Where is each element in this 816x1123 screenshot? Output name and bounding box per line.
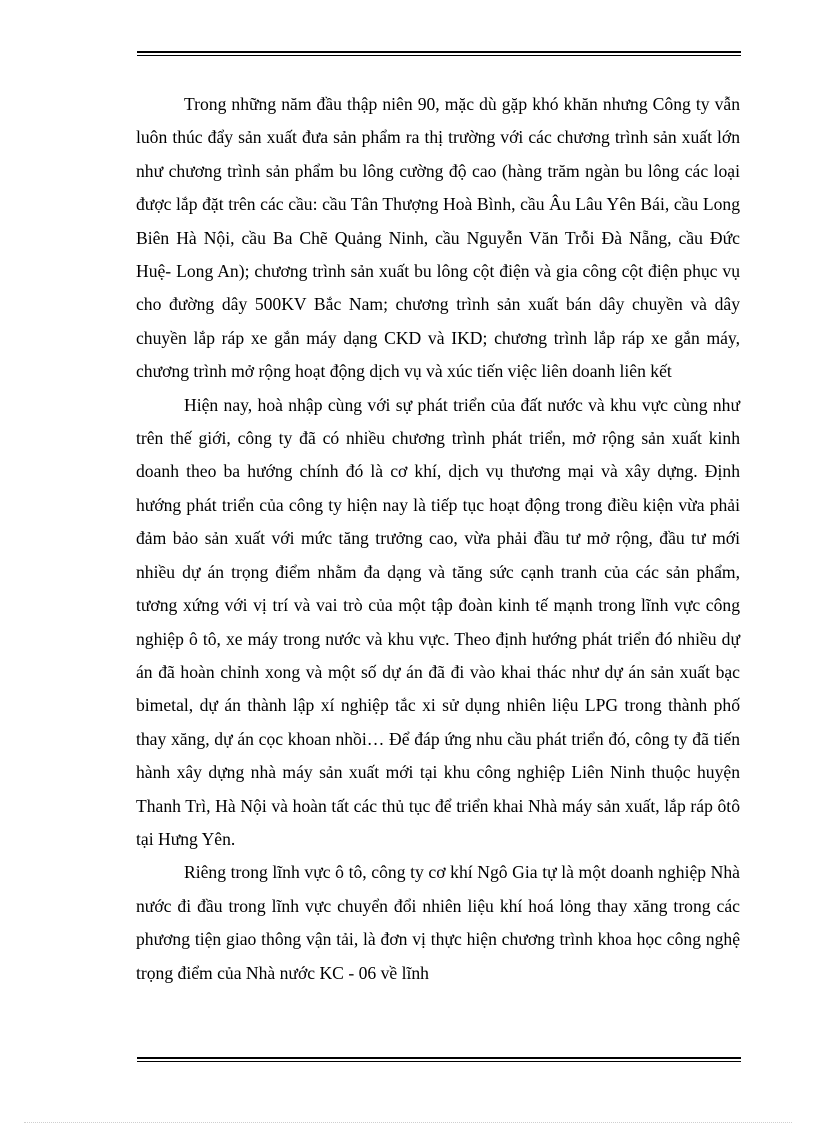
paragraph: Trong những năm đầu thập niên 90, mặc dù gặp khó khăn nhưng Công ty vẫn luôn thúc đẩy sản xuất đưa sản phẩm ra thị trường với các chương trình sản xuất lớn như chương trình sản phẩm bu lông cường độ cao (hàng trăm ngàn bu lông các loại được lắp đặt trên các cầu: cầu Tân Thượng Hoà Bình, cầu Âu Lâu Yên Bái, cầu Long Biên Hà Nội, cầu Ba Chẽ Quảng Ninh, cầu Nguyễn Văn Trỗi Đà Nẵng, cầu Đức Huệ- Long An); chương trình sản xuất bu lông cột điện và gia công cột điện phục vụ cho đường dây 500KV Bắc Nam; chương trình sản xuất bán dây chuyền và dây chuyền lắp ráp xe gắn máy dạng CKD và IKD; chương trình lắp ráp xe gắn máy, chương trình mở rộng hoạt động dịch vụ và xúc tiến việc liên doanh liên kết [136, 94, 740, 382]
paragraph: Hiện nay, hoà nhập cùng với sự phát triển của đất nước và khu vực cùng như trên thế giới, công ty đã có nhiều chương trình phát triển, mở rộng sản xuất kinh doanh theo ba hướng chính đó là cơ khí, dịch vụ thương mại và xây dựng. Định hướng phát triển của công ty hiện nay là tiếp tục hoạt động trong điều kiện vừa phải đảm bảo sản xuất với mức tăng trưởng cao, vừa phải đầu tư mở rộng, đầu tư mới nhiều dự án trọng điểm nhằm đa dạng và tăng sức cạnh tranh của các sản phẩm, tương xứng với vị trí và vai trò của một tập đoàn kinh tế mạnh trong lĩnh vực công nghiệp ô tô, xe máy trong nước và khu vực. Theo định hướng phát triển đó nhiều dự án đã hoàn chỉnh xong và một số dự án đã đi vào khai thác như dự án sản xuất bạc bimetal, dự án thành lập xí nghiệp tắc xi sử dụng nhiên liệu LPG trong thành phố thay xăng, dự án cọc khoan nhồi… Để đáp ứng nhu cầu phát triển đó, công ty đã tiến hành xây dựng nhà máy sản xuất mới tại khu công nghiệp Liên Ninh thuộc huyện Thanh Trì, Hà Nội và hoàn tất các thủ tục để triển khai Nhà máy sản xuất, lắp ráp ôtô tại Hưng Yên. [136, 394, 740, 849]
footer-rule-thin-line [137, 1061, 741, 1062]
header-rule [137, 51, 741, 56]
footer-rule-thick-line [137, 1057, 741, 1059]
header-rule-thin-line [137, 55, 741, 56]
paragraph: Riêng trong lĩnh vực ô tô, công ty cơ khí Ngô Gia tự là một doanh nghiệp Nhà nước đi đầu trong lĩnh vực chuyển đổi nhiên liệu khí hoá lỏng thay xăng trong các phương tiện giao thông vận tải, là đơn vị thực hiện chương trình khoa học công nghệ trọng điểm của Nhà nước KC - 06 về lĩnh [136, 862, 740, 983]
header-rule-thick-line [137, 51, 741, 53]
footer-rule [137, 1057, 741, 1062]
document-body [136, 88, 740, 990]
